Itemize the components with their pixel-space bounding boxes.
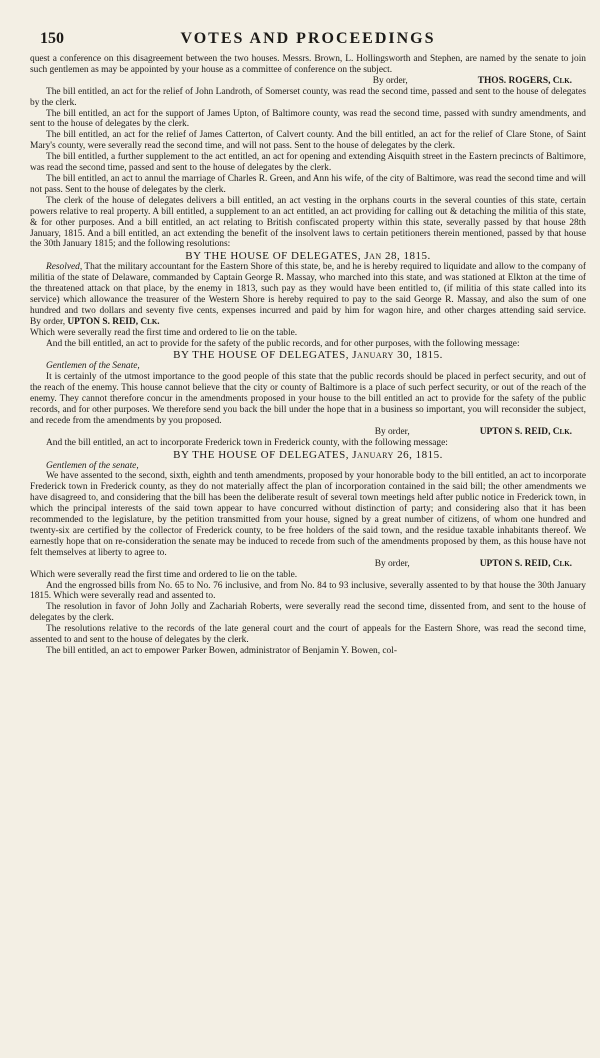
- resolved-label: Resolved,: [46, 262, 83, 273]
- clerk-signature: THOS. ROGERS, Clk.: [477, 75, 572, 86]
- paragraph: The resolutions relative to the records of the late general court and the court of appeals for the Eastern Shore, was read the second time, assented to and sent to the house of delegates by the clerk.: [30, 624, 586, 646]
- paragraph: And the engrossed bills from No. 65 to No. 76 inclusive, and from No. 84 to 93 inclusive, severally assented to by that house the 30th January 1815. Which were severally read and assented to.: [30, 580, 586, 602]
- paragraph: And the bill entitled, an act to incorporate Frederick town in Frederick county, with the following message:: [46, 437, 448, 448]
- clerk-signature: UPTON S. REID, Clk.: [479, 426, 572, 437]
- paragraph: And the bill entitled, an act to provide for the safety of the public records, and for other purposes, with the following message:: [46, 338, 520, 349]
- signoff-house: [30, 427, 586, 438]
- body-text: [30, 54, 586, 657]
- paragraph: Which were severally read the first time and ordered to lie on the table.: [30, 569, 298, 580]
- resolution-text: That the military accountant for the Eastern Shore of this state, be, and he is hereby required to liquidate and allow to the company of militia of the state of Delaware, commanded by Captain George R. Massay, who marched into this state, and was stationed at Elkton at the time of the threatened attack on that place, by the enemy in 1813, such pay as they would have been entitled to, (if militia of this state called into its service) which allowance the treasurer of the Western Shore is hereby required to pay to the said George R. Massay, and also the sum of one hundred and two dollars and seventy five cents, expenses incurred and paid by him for wagon hire, and other charges attending said service.: [30, 262, 586, 316]
- running-title: VOTES AND PROCEEDINGS: [180, 30, 436, 47]
- paragraph: The bill entitled, an act for the relief of John Landroth, of Somerset county, was read the second time, passed and sent to the house of delegates by the clerk.: [30, 86, 586, 108]
- by-order-label: By order,: [30, 316, 66, 327]
- signoff-house: [30, 559, 586, 570]
- section-heading: BY THE HOUSE OF DELEGATES, January 30, 1815.: [173, 349, 443, 362]
- paragraph: The bill entitled, an act for the support of James Upton, of Baltimore county, was read the second time, passed with sundry amendments, and sent to the house of delegates by the clerk.: [30, 108, 586, 130]
- clerk-signature: UPTON S. REID, Clk.: [479, 558, 572, 569]
- clerk-signature: UPTON S. REID, Clk.: [67, 316, 160, 327]
- section-heading: BY THE HOUSE OF DELEGATES, Jan 28, 1815.: [185, 250, 431, 263]
- salutation: Gentlemen of the senate,: [46, 460, 139, 471]
- by-order-label: By order,: [374, 426, 410, 437]
- resolution-paragraph: [30, 262, 586, 327]
- page-number: 150: [40, 30, 64, 47]
- signoff-house-inline: [30, 317, 160, 327]
- paragraph: The resolution in favor of John Jolly and Zachariah Roberts, were severally read the second time, dissented from, and sent to the house of delegates by the clerk.: [30, 602, 586, 624]
- paragraph: The clerk of the house of delegates delivers a bill entitled, an act vesting in the orphans courts in the several counties of this state, certain powers relative to real property. A bill entitled, a supplement to an act entitled, an act providing for calling out & detaching the militia of this state, & for other purposes. And a bill entitled, an act relating to British confiscated property within this state, severally passed by that house 28th January, 1815. And a bill entitled, an act extending the benefit of the insolvent laws to certain petitioners therein mentioned, passed by that house the 30th January 1815; and the following resolutions:: [30, 195, 586, 250]
- section-heading: BY THE HOUSE OF DELEGATES, January 26, 1815.: [173, 448, 443, 461]
- paragraph: The bill entitled, an act to empower Parker Bowen, administrator of Benjamin Y. Bowen, col-: [46, 645, 397, 656]
- salutation: Gentlemen of the Senate,: [46, 361, 140, 372]
- paragraph: Which were severally read the first time and ordered to lie on the table.: [30, 327, 298, 338]
- paragraph: We have assented to the second, sixth, eighth and tenth amendments, proposed by your honorable body to the bill entitled, an act to incorporate Frederick town in Frederick county, as they do not materially affect the plan of incorporation contained in the said bill; the other amendments we have disagreed to, and considering that the bill has been the deliberate result of several town meetings held after public notice in Frederick town, in which the principal interests of the said town appear to have concurred without distinction of party; and considering also that it has been recommended to the legislature, by the petition transmitted from your house, signed by a great number of citizens, of whom one hundred and twenty-six are certified by the collector of Frederick county, to be free holders of the said town, and the residue taxable inhabitants thereof. We earnestly hope that on re-consideration the senate may be induced to recede from such of the amendments proposed by them, as this house have not felt themselves at liberty to agree to.: [30, 471, 586, 558]
- by-order-label: By order,: [374, 558, 410, 569]
- by-order-label: By order,: [372, 75, 408, 86]
- paragraph: The bill entitled, an act to annul the marriage of Charles R. Green, and Ann his wife, of the city of Baltimore, was read the second time and will not pass. Sent to the house of delegates by the clerk.: [30, 173, 586, 195]
- paragraph: It is certainly of the utmost importance to the good people of this state that the public records should be placed in perfect security, and out of the reach of the enemy. This house cannot believe that the city or county of Baltimore is a place of such perfect security, or out of the reach of the enemy. They cannot therefore concur in the amendments proposed in your house to the bill entitled an act to provide for the safety of the public records, and for other purposes. We therefore send you back the bill under the hope that in a business so important, you will reconsider the subject, and recede from the amendments by you proposed.: [30, 372, 586, 426]
- paragraph: The bill entitled, an act for the relief of James Catterton, of Calvert county. And the bill entitled, an act for the relief of Clare Stone, of Saint Mary's county, were severally read the second time, and will not pass. Sent to the house of delegates by the clerk.: [30, 130, 586, 152]
- page-header: [30, 30, 586, 52]
- signoff-senate: [30, 76, 586, 87]
- paragraph: quest a conference on this disagreement between the two houses. Messrs. Brown, L. Hollingsworth and Stephen, are named by the senate to join such gentlemen as may be appointed by your house as a committee of conference on the subject.: [30, 54, 586, 75]
- paragraph: The bill entitled, a further supplement to the act entitled, an act for opening and extending Aisquith street in the Eastern precincts of Baltimore, was read the second time, passed and sent to the house of delegates by the clerk.: [30, 152, 586, 174]
